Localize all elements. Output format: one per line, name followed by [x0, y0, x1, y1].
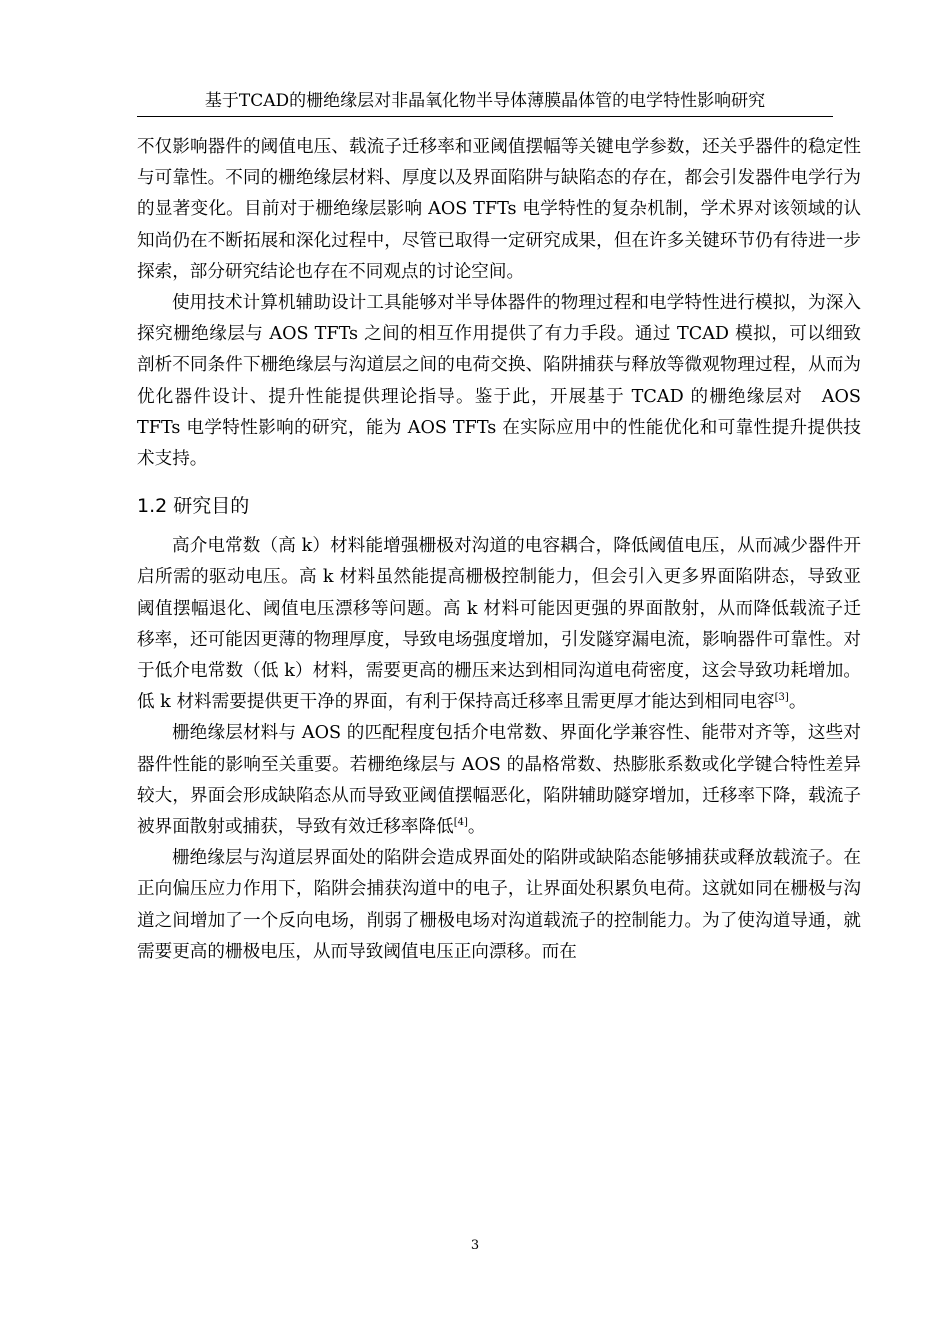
section-heading-research-purpose: 1.2 研究目的 — [137, 495, 250, 518]
running-header: 基于TCAD的栅绝缘层对非晶氧化物半导体薄膜晶体管的电学特性影响研究 — [137, 88, 833, 117]
paragraph-1: 不仅影响器件的阈值电压、载流子迁移率和亚阈值摆幅等关键电学参数，还关乎器件的稳定性与可靠性。不同的栅绝缘层材料、厚度以及界面陷阱与缺陷态的存在，都会引发器件电学行为的显著变化。目前对于栅绝缘层影响 AOS TFTs 电学特性的复杂机制，学术界对该领域的认知尚仍在不断拓展和深化过程中，尽管已取得一定研究成果，但在许多关键环节仍有待进一步探索，部分研究结论也存在不同观点的讨论空间。 — [137, 137, 861, 282]
paragraph-3 — [137, 531, 861, 718]
citation-4[interactable]: [4] — [453, 817, 468, 829]
paragraph-5: 栅绝缘层与沟道层界面处的陷阱会造成界面处的陷阱或缺陷态能够捕获或释放载流子。在正向偏压应力作用下，陷阱会捕获沟道中的电子，让界面处积累负电荷。这就如同在栅极与沟道之间增加了一个反向电场，削弱了栅极电场对沟道载流子的控制能力。为了使沟道导通，就需要更高的栅极电压，从而导致阈值电压正向漂移。而在 — [137, 848, 861, 962]
paragraph-4 — [137, 718, 861, 843]
body-text — [137, 132, 861, 968]
paragraph-4-text: 栅绝缘层材料与 AOS 的匹配程度包括介电常数、界面化学兼容性、能带对齐等，这些对器件性能的影响至关重要。若栅绝缘层与 AOS 的晶格常数、热膨胀系数或化学键合特性差异较大，界面会形成缺陷态从而导致亚阈值摆幅恶化，陷阱辅助隧穿增加，迁移率下降，载流子被界面散射或捕获，导致有效迁移率降低 — [137, 723, 861, 838]
page-number: 3 — [470, 1238, 480, 1253]
paragraph-3-text: 高介电常数（高 k）材料能增强栅极对沟道的电容耦合，降低阈值电压，从而减少器件开启所需的驱动电压。高 k 材料虽然能提高栅极控制能力，但会引入更多界面陷阱态，导致亚阈值摆幅退化、阈值电压漂移等问题。高 k 材料可能因更强的界面散射，从而降低载流子迁移率，还可能因更薄的物理厚度，导致电场强度增加，引发隧穿漏电流，影响器件可靠性。对于低介电常数（低 k）材料，需要更高的栅压来达到相同沟道电荷密度，这会导致功耗增加。低 k 材料需要提供更干净的界面，有利于保持高迁移率且需更厚才能达到相同电容 — [137, 536, 861, 713]
paragraph-4-end: 。 — [467, 817, 486, 838]
citation-3[interactable]: [3] — [774, 692, 789, 704]
paragraph-2: 使用技术计算机辅助设计工具能够对半导体器件的物理过程和电学特性进行模拟，为深入探究栅绝缘层与 AOS TFTs 之间的相互作用提供了有力手段。通过 TCAD 模拟，可以细致剖析不同条件下栅绝缘层与沟道层之间的电荷交换、陷阱捕获与释放等微观物理过程，从而为优化器件设计、提升性能提供理论指导。鉴于此，开展基于 TCAD 的栅绝缘层对 AOS TFTs 电学特性影响的研究，能为 AOS TFTs 在实际应用中的性能优化和可靠性提升提供技术支持。 — [137, 293, 861, 470]
paragraph-3-end: 。 — [788, 692, 807, 713]
